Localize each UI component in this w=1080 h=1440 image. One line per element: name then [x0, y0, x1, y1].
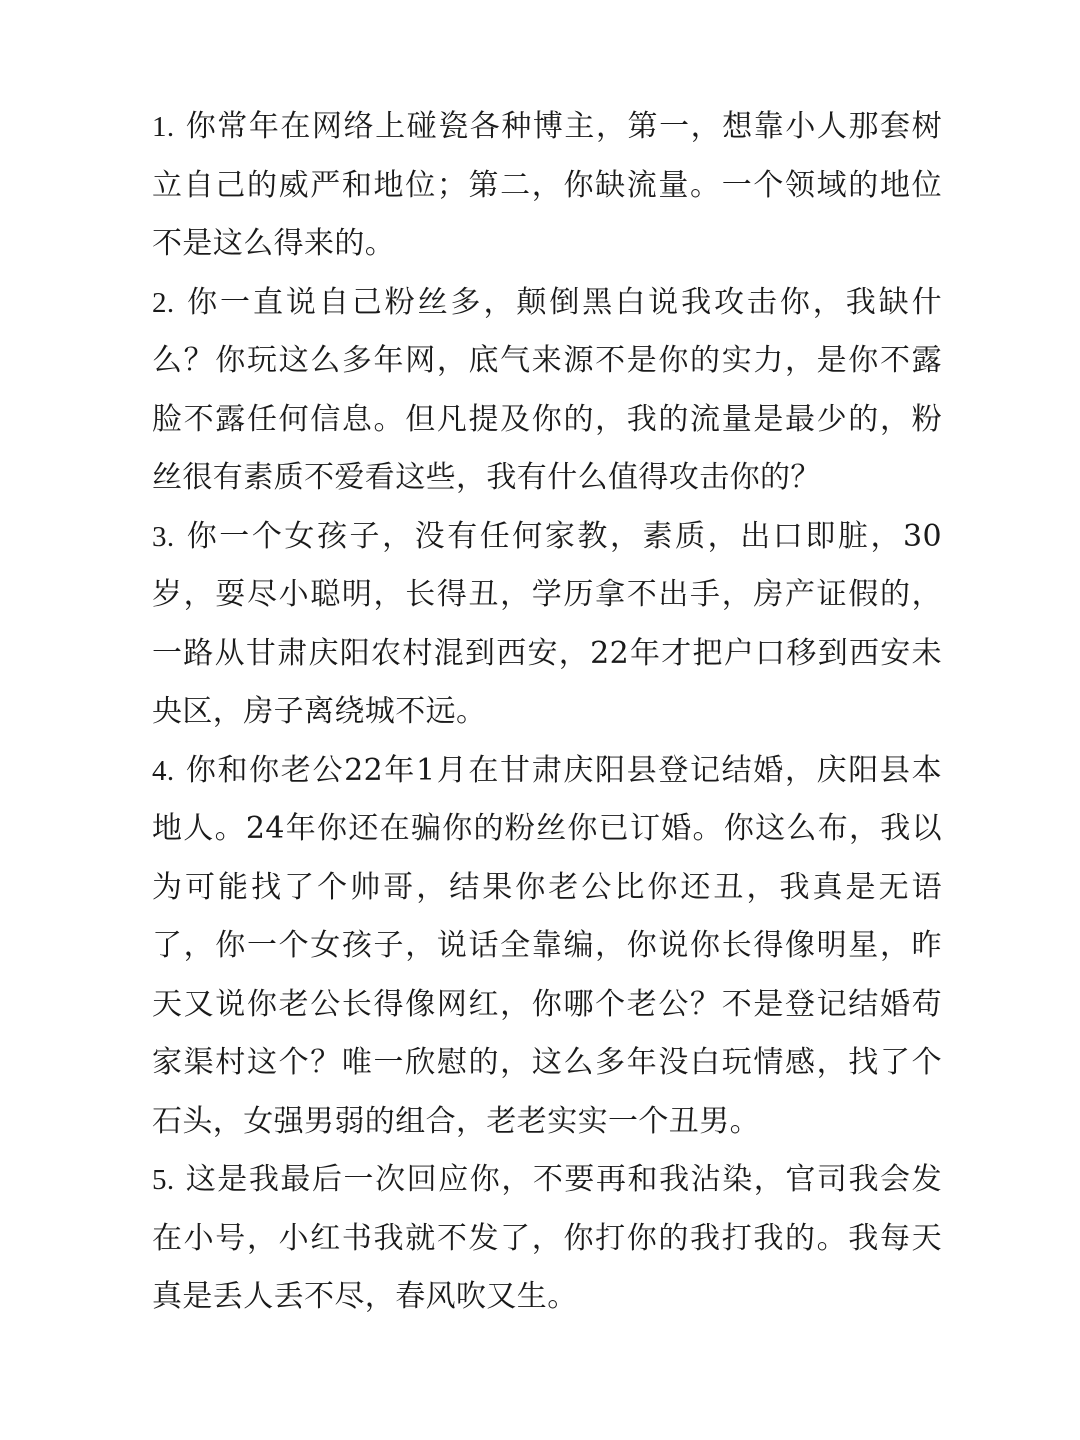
paragraph-number: 3. [152, 520, 175, 553]
document-body [152, 98, 942, 1327]
paragraph-3 [152, 508, 942, 742]
paragraph-text: 这是我最后一次回应你，不要再和我沾染，官司我会发在小号，小红书我就不发了，你打你的我打我的。我每天真是丢人丢不尽，春风吹又生。 [152, 1162, 942, 1314]
paragraph-1 [152, 98, 942, 274]
paragraph-number: 4. [152, 754, 175, 787]
paragraph-2 [152, 274, 942, 508]
paragraph-number: 1. [152, 111, 175, 143]
paragraph-text: 你常年在网络上碰瓷各种博主，第一，想靠小人那套树立自己的威严和地位；第二，你缺流量。一个领域的地位不是这么得来的。 [152, 109, 942, 261]
paragraph-number: 2. [152, 286, 175, 319]
paragraph-text: 你和你老公22年1月在甘肃庆阳县登记结婚，庆阳县本地人。24年你还在骗你的粉丝你已订婚。你这么布，我以为可能找了个帅哥，结果你老公比你还丑，我真是无语了，你一个女孩子，说话全靠编，你说你长得像明星，昨天又说你老公长得像网红，你哪个老公？不是登记结婚苟家渠村这个？唯一欣慰的，这么多年没白玩情感，找了个石头，女强男弱的组合，老老实实一个丑男。 [152, 752, 942, 1139]
paragraph-5 [152, 1151, 942, 1327]
paragraph-number: 5. [152, 1164, 175, 1196]
paragraph-text: 你一直说自己粉丝多，颠倒黑白说我攻击你，我缺什么？你玩这么多年网，底气来源不是你的实力，是你不露脸不露任何信息。但凡提及你的，我的流量是最少的，粉丝很有素质不爱看这些，我有什么值得攻击你的？ [152, 284, 942, 495]
paragraph-text: 你一个女孩子，没有任何家教，素质，出口即脏，30岁，耍尽小聪明，长得丑，学历拿不出手，房产证假的，一路从甘肃庆阳农村混到西安，22年才把户口移到西安未央区，房子离绕城不远。 [152, 518, 942, 729]
paragraph-4 [152, 742, 942, 1152]
